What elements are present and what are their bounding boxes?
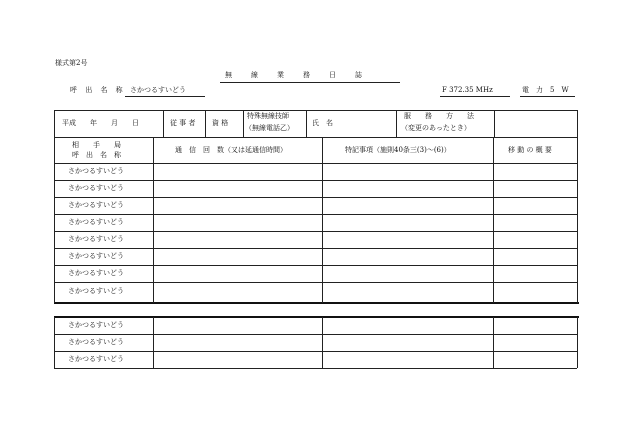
row-callsign: さかつるすいどう xyxy=(68,287,124,295)
row-callsign: さかつるすいどう xyxy=(68,184,124,192)
date-field-label: 平成 年 月 日 xyxy=(62,119,139,127)
row-callsign: さかつるすいどう xyxy=(68,355,124,363)
frequency: F 372.35 MHz xyxy=(442,86,493,94)
name-label: 氏 名 xyxy=(312,119,333,127)
row-callsign: さかつるすいどう xyxy=(68,167,124,175)
license-label-line1: 特殊無線技師 xyxy=(247,112,289,120)
form-number: 様式第2号 xyxy=(55,59,88,67)
license-label-line2: （無線電話乙） xyxy=(245,124,294,132)
frequency-underline xyxy=(440,96,510,97)
row-callsign: さかつるすいどう xyxy=(68,269,124,277)
title-underline xyxy=(220,82,400,83)
column-header-notes: 特記事項（施則40条三(3)～(6)） xyxy=(345,146,451,154)
qualification-label: 資 格 xyxy=(212,119,229,127)
power: 電 力 5 W xyxy=(522,86,569,94)
row-callsign: さかつるすいどう xyxy=(68,338,124,346)
row-callsign: さかつるすいどう xyxy=(68,201,124,209)
column-header-movement: 移 動 の 概 要 xyxy=(508,146,552,154)
callsign-label: 呼 出 名 称 xyxy=(70,86,126,94)
document-title: 無 線 業 務 日 誌 xyxy=(225,71,368,79)
service-method-line2: （変更のあったとき） xyxy=(401,124,471,132)
row-callsign: さかつるすいどう xyxy=(68,252,124,260)
column-header-station-line2: 呼 出 名 称 xyxy=(72,151,121,159)
callsign-underline xyxy=(125,96,205,97)
column-header-station-line1: 相 手 局 xyxy=(72,141,121,149)
column-header-comm-time: 通 信 回 数（又は延通信時間） xyxy=(175,146,287,154)
row-callsign: さかつるすいどう xyxy=(68,235,124,243)
row-callsign: さかつるすいどう xyxy=(68,218,124,226)
operator-label: 従 事 者 xyxy=(170,119,196,127)
service-method-line1: 服 務 方 法 xyxy=(404,112,474,120)
power-underline xyxy=(520,96,575,97)
row-callsign: さかつるすいどう xyxy=(68,321,124,329)
callsign-value: さかつるすいどう xyxy=(130,86,186,94)
